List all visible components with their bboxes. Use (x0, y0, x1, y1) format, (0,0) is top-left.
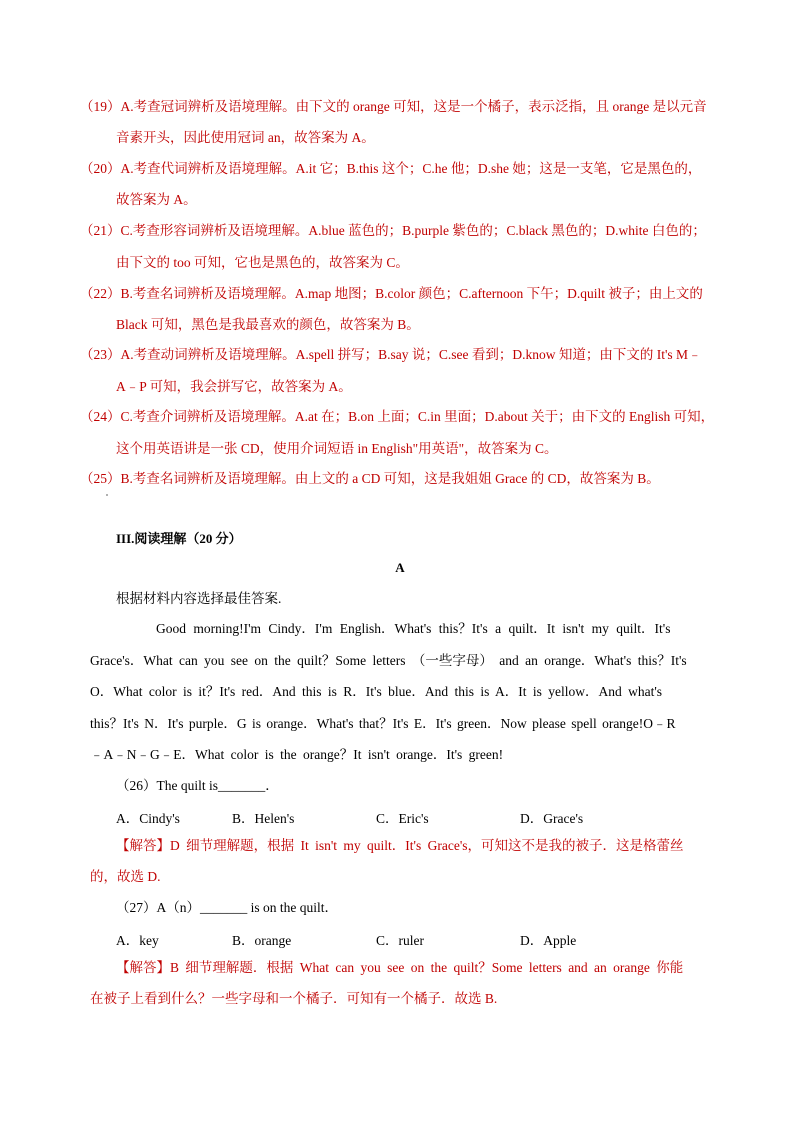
q27-answer-line-2: 在被子上看到什么？一些字母和一个橘子．可知有一个橘子．故选 B. (90, 991, 498, 1006)
explanation-20-line-2: 故答案为 A。 (116, 192, 197, 207)
explanation-25-line-1: （25）B.考查名词辨析及语境理解。由上文的 a CD 可知，这是我姐姐 Grace 的 CD，故答案为 B。 (80, 471, 660, 486)
q27-option-d: D．Apple (520, 933, 577, 948)
explanation-24-line-1: （24）C.考查介词辨析及语境理解。A.at 在；B.on 上面；C.in 里面；D.about 关于；由下文的 English 可知， (80, 409, 715, 424)
q26-option-b: B．Helen's (232, 811, 295, 826)
explanation-24-line-2: 这个用英语讲是一张 CD，使用介词短语 in English"用英语"，故答案为 C。 (116, 441, 558, 456)
instruction: 根据材料内容选择最佳答案. (116, 591, 282, 606)
q27-option-a: A．key (116, 933, 159, 948)
passage-line-1: Good morning!I'm Cindy．I'm English．What's this？It's a quilt．It isn't my quilt．It's (156, 621, 671, 636)
explanation-21-line-1: （21）C.考查形容词辨析及语境理解。A.blue 蓝色的；B.purple 紫色的；C.black 黑色的；D.white 白色的； (80, 223, 706, 238)
q27-option-b: B．orange (232, 933, 292, 948)
passage-line-4: this？It's N．It's purple．G is orange．What's that？It's E．It's green．Now please spell orange!O﹣R (90, 716, 676, 731)
q26-option-c: C．Eric's (376, 811, 429, 826)
stray-dot (106, 494, 108, 496)
explanation-20-line-1: （20）A.考查代词辨析及语境理解。A.it 它；B.this 这个；C.he 他；D.she 她；这是一支笔，它是黑色的， (80, 161, 702, 176)
q27-answer-line-1: 【解答】B 细节理解题．根据 What can you see on the quilt？Some letters and an orange 你能 (116, 960, 684, 975)
section-heading: III.阅读理解（20 分） (116, 531, 242, 546)
explanation-21-line-2: 由下文的 too 可知，它也是黑色的，故答案为 C。 (116, 255, 409, 270)
explanation-22-line-2: Black 可知，黑色是我最喜欢的颜色，故答案为 B。 (116, 317, 420, 332)
passage-line-3: O．What color is it？It's red．And this is R．It's blue．And this is A．It is yellow．And what's (90, 684, 663, 699)
explanation-19-line-2: 音素开头，因此使用冠词 an，故答案为 A。 (116, 130, 375, 145)
question-26: （26）The quilt is_______． (116, 778, 279, 793)
explanation-22-line-1: （22）B.考查名词辨析及语境理解。A.map 地图；B.color 颜色；C.afternoon 下午；D.quilt 被子；由上文的 (80, 286, 703, 301)
explanation-19-line-1: （19）A.考查冠词辨析及语境理解。由下文的 orange 可知，这是一个橘子，表示泛指，且 orange 是以元音 (80, 99, 707, 114)
q27-option-c: C．ruler (376, 933, 424, 948)
q26-option-d: D．Grace's (520, 811, 584, 826)
q26-option-a: A．Cindy's (116, 811, 180, 826)
q26-answer-line-1: 【解答】D 细节理解题，根据 It isn't my quilt．It's Grace's，可知这不是我的被子．这是格蕾丝 (116, 838, 684, 853)
passage-line-2: Grace's．What can you see on the quilt？Some letters （一些字母） and an orange．What's this？It's (90, 653, 687, 668)
question-27: （27）A（n）_______ is on the quilt． (116, 900, 338, 915)
explanation-23-line-2: A﹣P 可知，我会拼写它，故答案为 A。 (116, 379, 352, 394)
passage-line-5: ﹣A﹣N﹣G﹣E．What color is the orange？It isn't orange．It's green! (90, 747, 504, 762)
explanation-23-line-1: （23）A.考查动词辨析及语境理解。A.spell 拼写；B.say 说；C.see 看到；D.know 知道；由下文的 It's M﹣ (80, 347, 702, 362)
q26-answer-line-2: 的，故选 D. (90, 869, 161, 884)
part-label: A (395, 560, 405, 575)
